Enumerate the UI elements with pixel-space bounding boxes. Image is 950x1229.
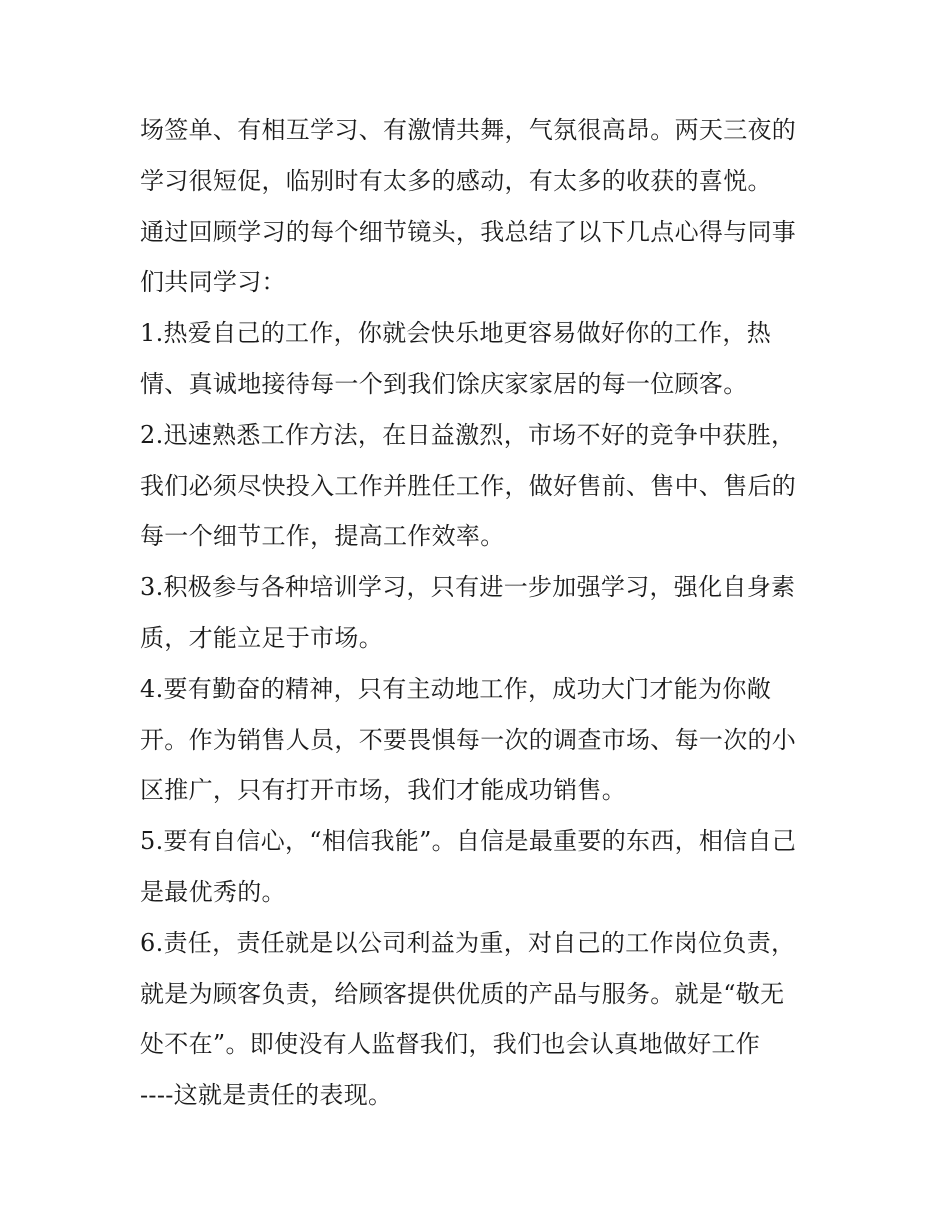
text-line: 们共同学习： xyxy=(140,268,286,297)
list-item-1-line-2: 情、真诚地接待每一个到我们馀庆家家居的每一位顾客。 xyxy=(140,369,748,398)
list-item-1-line-1: 1.热爱自己的工作，你就会快乐地更容易做好你的工作，热 xyxy=(140,319,771,348)
list-item-2-line-2: 我们必须尽快投入工作并胜任工作，做好售前、售中、售后的 xyxy=(140,471,797,500)
text-line: 学习很短促，临别时有太多的感动，有太多的收获的喜悦。 xyxy=(140,166,772,195)
list-item-4-line-3: 区推广，只有打开市场，我们才能成功销售。 xyxy=(140,776,626,805)
text-line: 通过回顾学习的每个细节镜头，我总结了以下几点心得与同事 xyxy=(140,217,797,246)
list-item-2-line-3: 每一个细节工作，提高工作效率。 xyxy=(140,522,505,551)
list-item-2-line-1: 2.迅速熟悉工作方法，在日益激烈，市场不好的竞争中获胜， xyxy=(140,420,796,449)
list-item-3-line-2: 质，才能立足于市场。 xyxy=(140,623,383,652)
list-item-5-line-2: 是最优秀的。 xyxy=(140,877,286,906)
list-item-5-line-1: 5.要有自信心，“相信我能”。自信是最重要的东西，相信自己 xyxy=(140,827,797,856)
list-item-4-line-2: 开。作为销售人员，不要畏惧每一次的调查市场、每一次的小 xyxy=(140,725,797,754)
body-text xyxy=(140,105,830,1121)
list-item-6-line-1: 6.责任，责任就是以公司利益为重，对自己的工作岗位负责， xyxy=(140,928,796,957)
list-item-6-line-2: 就是为顾客负责，给顾客提供优质的产品与服务。就是“敬无 xyxy=(140,979,785,1008)
list-item-6-line-4: ----这就是责任的表现。 xyxy=(140,1081,393,1110)
list-item-6-line-3: 处不在”。即使没有人监督我们，我们也会认真地做好工作 xyxy=(140,1030,761,1059)
list-item-3-line-1: 3.积极参与各种培训学习，只有进一步加强学习，强化自身素 xyxy=(140,573,796,602)
list-item-4-line-1: 4.要有勤奋的精神，只有主动地工作，成功大门才能为你敞 xyxy=(140,674,771,703)
text-line: 场签单、有相互学习、有激情共舞，气氛很高昂。两天三夜的 xyxy=(140,116,797,144)
